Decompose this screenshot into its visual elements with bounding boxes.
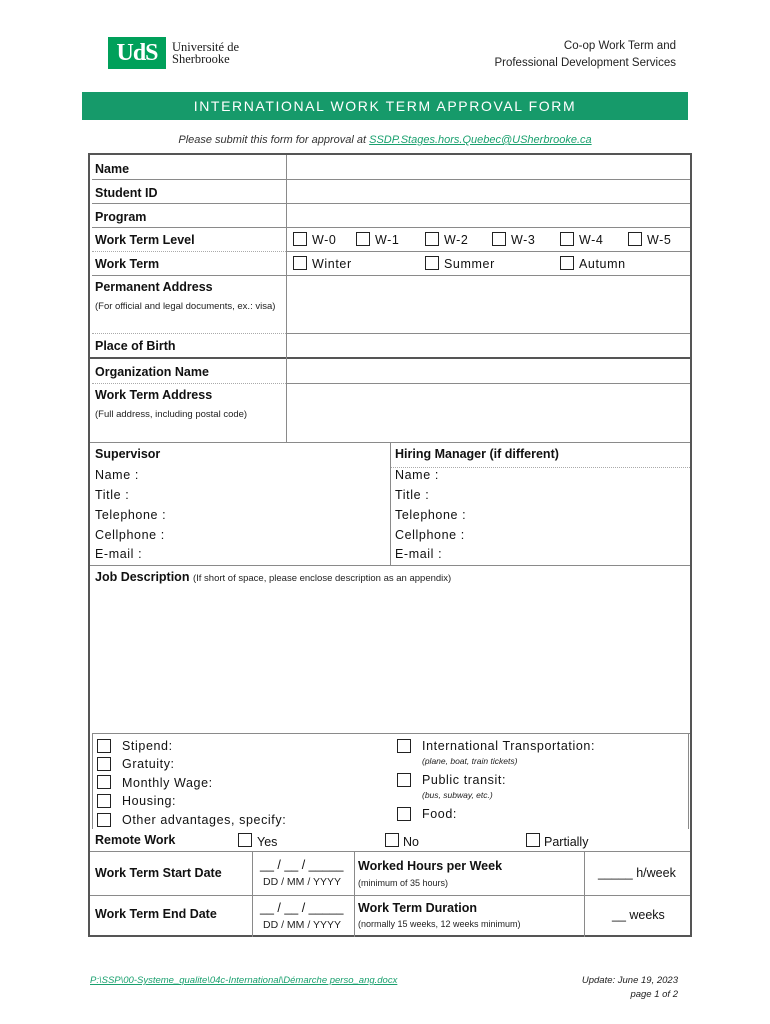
other-advantages-label: Other advantages, specify: xyxy=(122,813,287,827)
summer-checkbox[interactable] xyxy=(425,256,439,270)
gratuity-checkbox[interactable] xyxy=(97,757,111,771)
remote-work-label: Remote Work xyxy=(95,833,176,847)
level-w3-checkbox[interactable] xyxy=(492,232,506,246)
service-name xyxy=(494,38,676,72)
level-w4-label: W-4 xyxy=(579,233,604,247)
manager-telephone-field[interactable]: Telephone : xyxy=(395,508,467,522)
work-term-address-label: Work Term Address xyxy=(95,388,213,402)
remote-no-checkbox[interactable] xyxy=(385,833,399,847)
manager-name-field[interactable]: Name : xyxy=(395,468,439,482)
organization-name-label: Organization Name xyxy=(95,365,209,379)
stipend-label: Stipend: xyxy=(122,739,173,753)
level-w1-label: W-1 xyxy=(375,233,400,247)
logo-mark: UdS xyxy=(108,37,166,69)
autumn-label: Autumn xyxy=(579,257,626,271)
international-transport-label: International Transportation: xyxy=(422,739,596,753)
manager-title-field[interactable]: Title : xyxy=(395,488,430,502)
supervisor-label: Supervisor xyxy=(95,447,161,461)
work-term-label: Work Term xyxy=(95,257,160,271)
name-label: Name xyxy=(95,162,130,176)
public-transit-checkbox[interactable] xyxy=(397,773,411,787)
end-date-format: DD / MM / YYYY xyxy=(263,919,341,931)
approval-form xyxy=(88,153,692,937)
job-description-heading xyxy=(95,570,451,584)
end-date-field[interactable]: __ / __ / _____ xyxy=(260,901,344,915)
start-date-field[interactable]: __ / __ / _____ xyxy=(260,858,344,872)
level-w2-checkbox[interactable] xyxy=(425,232,439,246)
footer-info xyxy=(582,974,678,1002)
autumn-checkbox[interactable] xyxy=(560,256,574,270)
supervisor-name-field[interactable]: Name : xyxy=(95,468,139,482)
monthly-wage-label: Monthly Wage: xyxy=(122,776,213,790)
start-date-format: DD / MM / YYYY xyxy=(263,876,341,888)
public-transit-label: Public transit: xyxy=(422,773,507,787)
submit-email-link[interactable]: SSDP.Stages.hors.Quebec@USherbrooke.ca xyxy=(369,134,592,146)
job-description-label: Job Description xyxy=(95,570,190,584)
level-w0-label: W-0 xyxy=(312,233,337,247)
level-w5-checkbox[interactable] xyxy=(628,232,642,246)
submit-instructions xyxy=(0,134,770,146)
service-line-2: Professional Development Services xyxy=(494,57,676,69)
duration-field[interactable]: __ weeks xyxy=(612,908,665,922)
supervisor-email-field[interactable]: E-mail : xyxy=(95,547,143,561)
uds-logo xyxy=(108,37,239,69)
public-transit-note: (bus, subway, etc.) xyxy=(422,790,493,800)
remote-no-label: No xyxy=(403,835,419,849)
job-description-note: (If short of space, please enclose description as an appendix) xyxy=(192,573,452,584)
housing-checkbox[interactable] xyxy=(97,794,111,808)
level-w3-label: W-3 xyxy=(511,233,536,247)
supervisor-telephone-field[interactable]: Telephone : xyxy=(95,508,167,522)
international-transport-note: (plane, boat, train tickets) xyxy=(422,756,518,766)
housing-label: Housing: xyxy=(122,794,177,808)
manager-email-field[interactable]: E-mail : xyxy=(395,547,443,561)
logo-line-1: Université de xyxy=(172,40,239,54)
worked-hours-field[interactable]: _____ h/week xyxy=(598,866,676,880)
permanent-address-note: (For official and legal documents, ex.: visa) xyxy=(95,301,276,312)
gratuity-label: Gratuity: xyxy=(122,757,175,771)
remote-yes-label: Yes xyxy=(257,835,278,849)
permanent-address-label: Permanent Address xyxy=(95,280,213,294)
hiring-manager-label: Hiring Manager (if different) xyxy=(395,447,559,461)
supervisor-title-field[interactable]: Title : xyxy=(95,488,130,502)
logo-text xyxy=(172,41,239,65)
worked-hours-note: (minimum of 35 hours) xyxy=(358,878,449,888)
student-id-label: Student ID xyxy=(95,186,158,200)
remote-yes-checkbox[interactable] xyxy=(238,833,252,847)
level-w1-checkbox[interactable] xyxy=(356,232,370,246)
food-label: Food: xyxy=(422,807,457,821)
winter-label: Winter xyxy=(312,257,352,271)
logo-line-2: Sherbrooke xyxy=(172,52,230,66)
document-path[interactable]: P:\SSP\00-Systeme_qualite\04c-International\Démarche perso_ang.docx xyxy=(90,975,398,986)
food-checkbox[interactable] xyxy=(397,807,411,821)
job-description-area[interactable] xyxy=(94,587,686,729)
international-transport-checkbox[interactable] xyxy=(397,739,411,753)
level-w4-checkbox[interactable] xyxy=(560,232,574,246)
duration-label: Work Term Duration xyxy=(358,901,477,915)
worked-hours-label: Worked Hours per Week xyxy=(358,859,503,873)
page-number: page 1 of 2 xyxy=(630,989,678,1000)
submit-text: Please submit this form for approval at xyxy=(178,134,370,146)
remote-partially-checkbox[interactable] xyxy=(526,833,540,847)
level-w0-checkbox[interactable] xyxy=(293,232,307,246)
winter-checkbox[interactable] xyxy=(293,256,307,270)
start-date-label: Work Term Start Date xyxy=(95,866,222,880)
manager-cellphone-field[interactable]: Cellphone : xyxy=(395,528,465,542)
form-title-banner xyxy=(82,92,688,120)
work-term-address-note: (Full address, including postal code) xyxy=(95,409,248,420)
end-date-label: Work Term End Date xyxy=(95,907,217,921)
work-term-level-label: Work Term Level xyxy=(95,233,195,247)
program-label: Program xyxy=(95,210,147,224)
service-line-1: Co-op Work Term and xyxy=(563,40,676,52)
update-date: Update: June 19, 2023 xyxy=(581,975,678,986)
level-w5-label: W-5 xyxy=(647,233,672,247)
duration-note: (normally 15 weeks, 12 weeks minimum) xyxy=(358,919,521,929)
stipend-checkbox[interactable] xyxy=(97,739,111,753)
monthly-wage-checkbox[interactable] xyxy=(97,775,111,789)
level-w2-label: W-2 xyxy=(444,233,469,247)
summer-label: Summer xyxy=(444,257,495,271)
supervisor-cellphone-field[interactable]: Cellphone : xyxy=(95,528,165,542)
remote-partially-label: Partially xyxy=(544,835,589,849)
place-of-birth-label: Place of Birth xyxy=(95,339,176,353)
form-title: INTERNATIONAL WORK TERM APPROVAL FORM xyxy=(193,98,577,114)
other-advantages-checkbox[interactable] xyxy=(97,813,111,827)
